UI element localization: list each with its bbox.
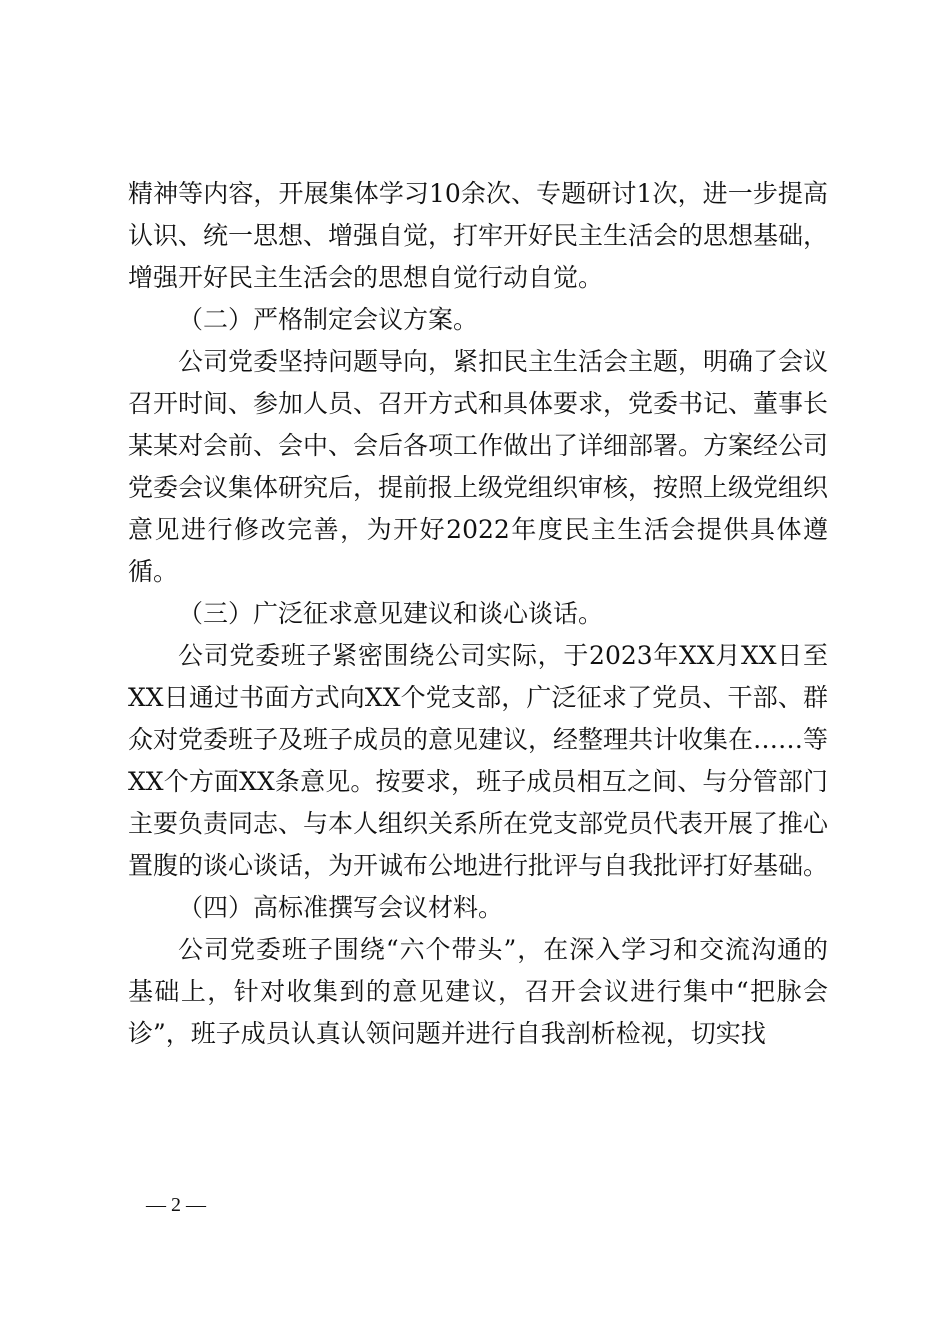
- section-heading-4: （四）高标准撰写会议材料。: [178, 893, 504, 922]
- document-body: [128, 173, 828, 1055]
- paragraph-continuation: 精神等内容，开展集体学习10余次、专题研讨1次，进一步提高认识、统一思想、增强自觉，打牢开好民主生活会的思想基础，增强开好民主生活会的思想自觉行动自觉。: [128, 179, 829, 292]
- section-heading-2: （二）严格制定会议方案。: [178, 305, 479, 334]
- paragraph-meeting-plan: 公司党委坚持问题导向，紧扣民主生活会主题，明确了会议召开时间、参加人员、召开方式和具体要求，党委书记、董事长某某对会前、会中、会后各项工作做出了详细部署。方案经公司党委会议集体研究后，提前报上级党组织审核，按照上级党组织意见进行修改完善，为开好2022年度民主生活会提供具体遵循。: [128, 347, 829, 586]
- page-number: — 2 —: [146, 1194, 206, 1216]
- paragraph-meeting-materials: 公司党委班子围绕“六个带头”，在深入学习和交流沟通的基础上，针对收集到的意见建议，召开会议进行集中“把脉会诊”，班子成员认真认领问题并进行自我剖析检视，切实找: [128, 935, 828, 1048]
- paragraph-opinions-talks: 公司党委班子紧密围绕公司实际，于2023年XX月XX日至XX日通过书面方式向XX个党支部，广泛征求了党员、干部、群众对党委班子及班子成员的意见建议，经整理共计收集在……等XX个方面XX条意见。按要求，班子成员相互之间、与分管部门主要负责同志、与本人组织关系所在党支部党员代表开展了推心置腹的谈心谈话，为开诚布公地进行批评与自我批评打好基础。: [128, 641, 829, 880]
- section-heading-3: （三）广泛征求意见建议和谈心谈话。: [178, 599, 604, 628]
